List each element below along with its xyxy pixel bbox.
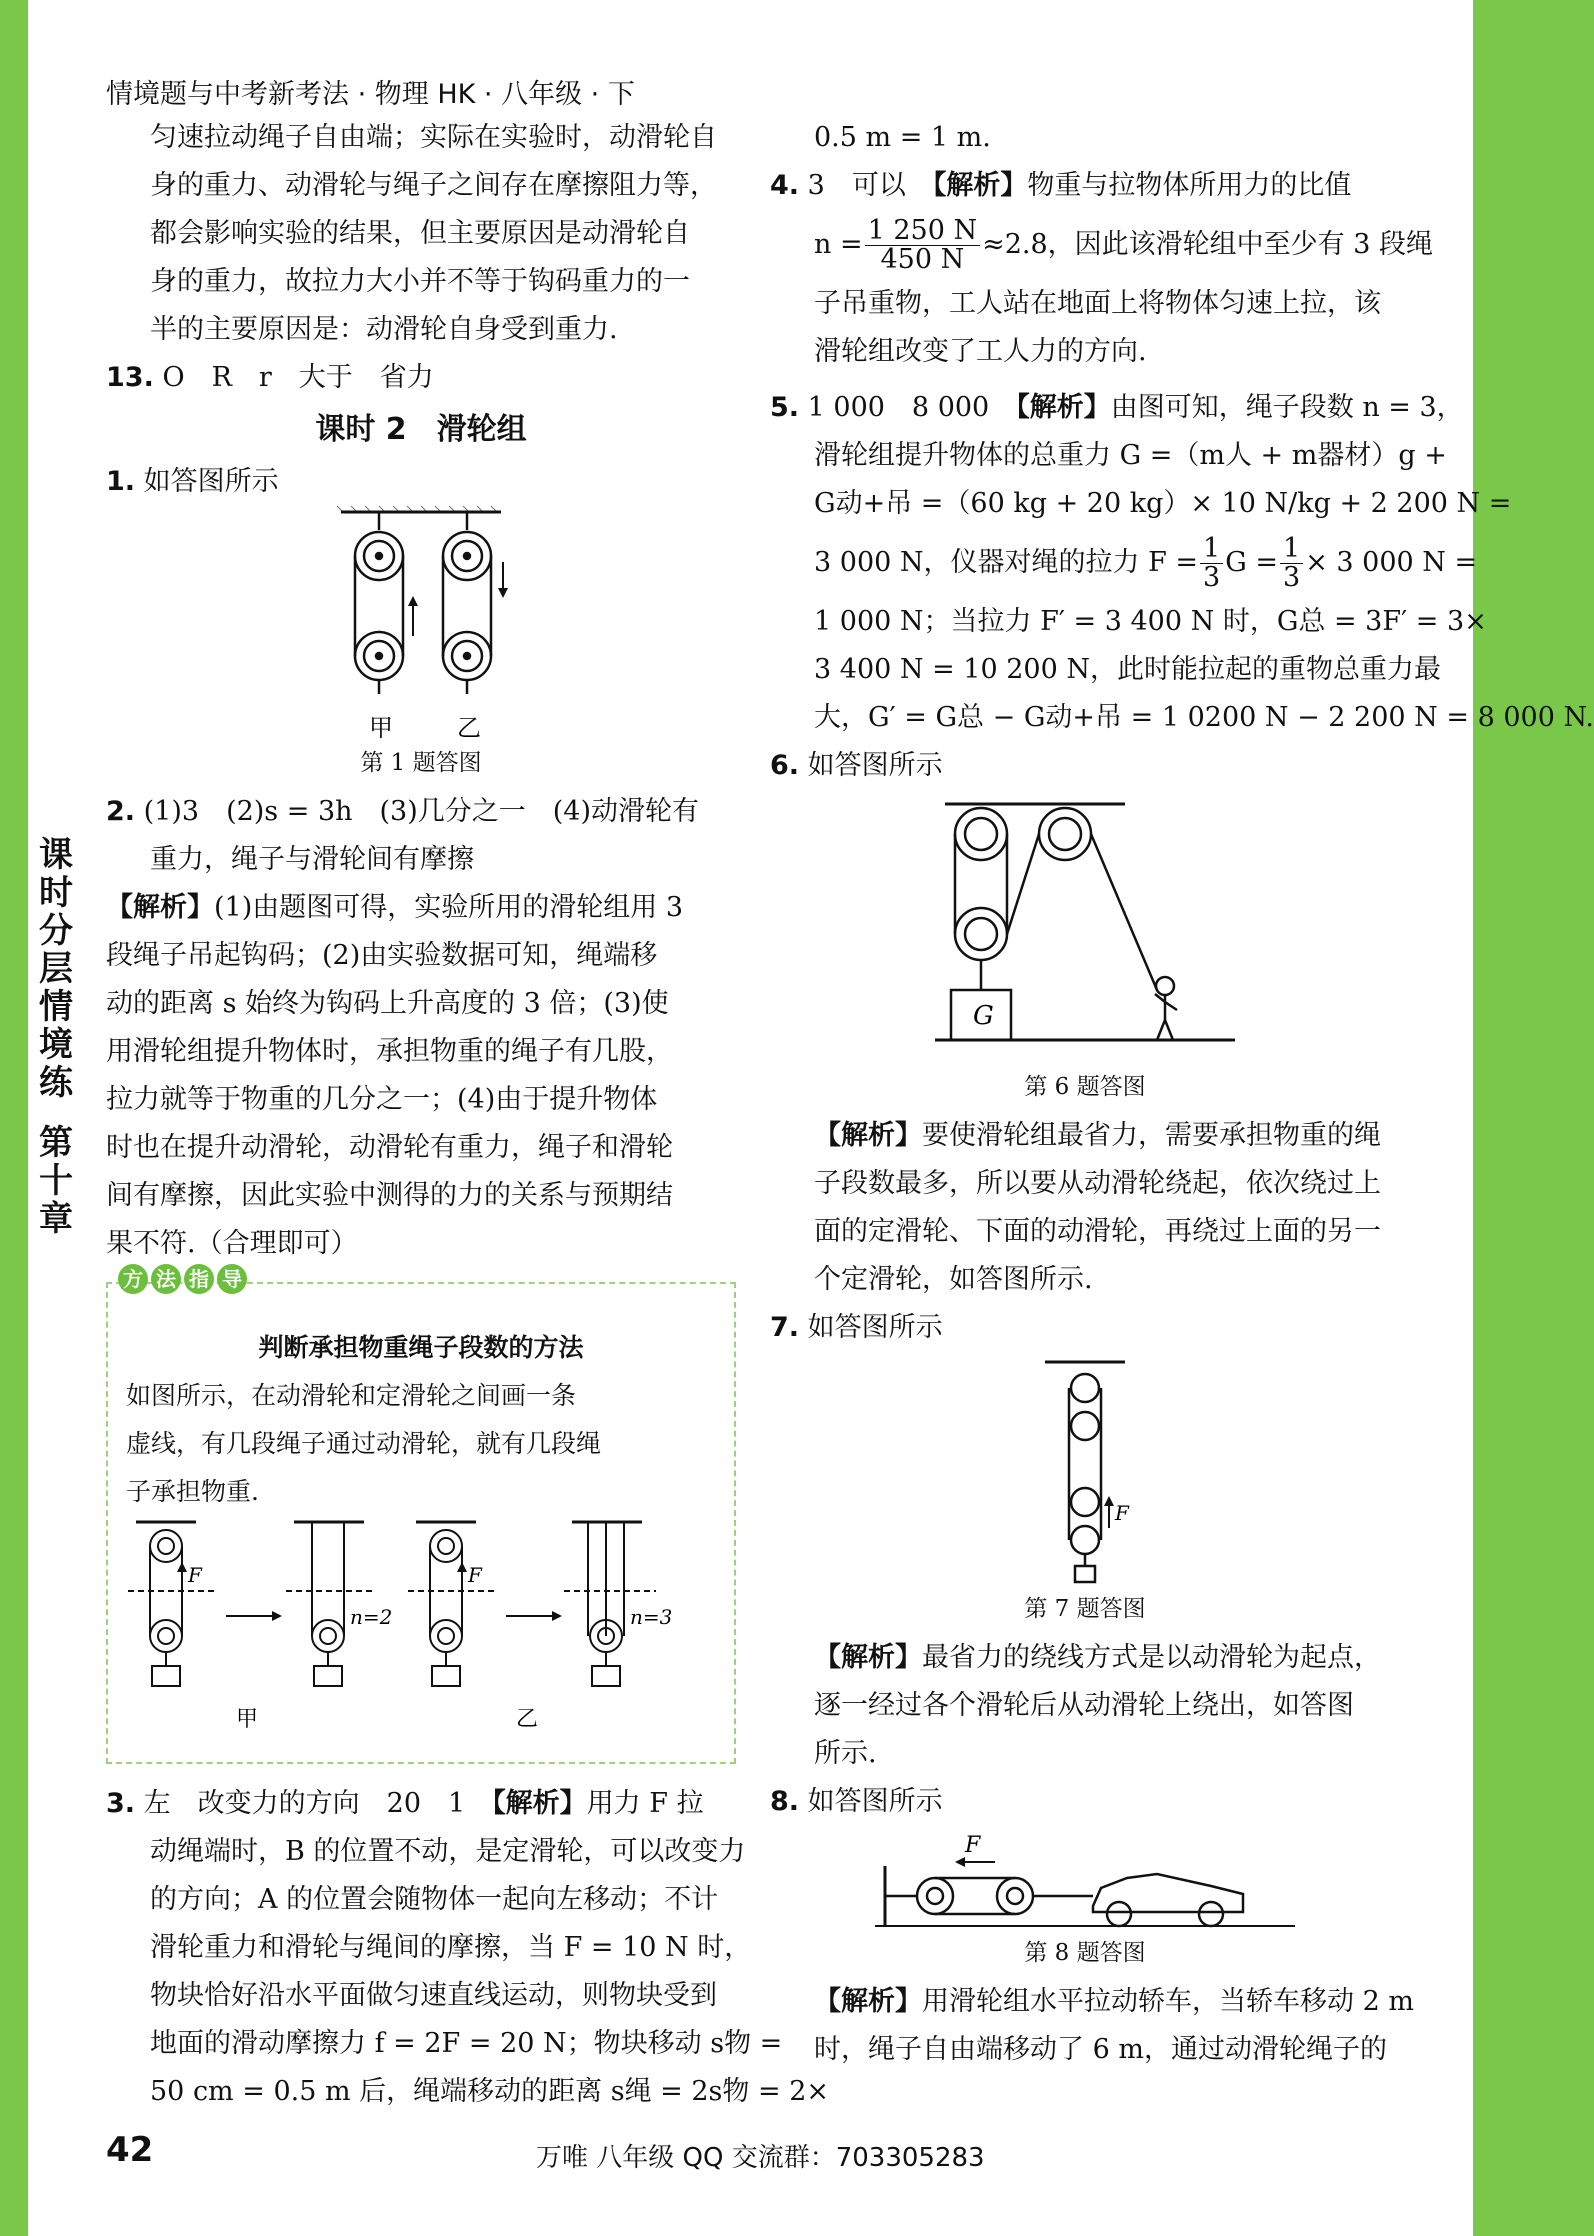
q2-analysis-tag: 【解析】 (106, 892, 214, 923)
side-label-char: 课 (39, 835, 73, 875)
q7-analysis-line: 所示. (814, 1738, 877, 1769)
intro-line: 身的重力、动滑轮与绳子之间存在摩擦阻力等， (150, 170, 717, 201)
page-header: 情境题与中考新考法 · 物理 HK · 八年级 · 下 (106, 79, 635, 110)
q5-analysis-line: 滑轮组提升物体的总重力 G =（m人 + m器材）g + (814, 440, 1447, 471)
method-line: 子承担物重. (126, 1477, 259, 1506)
side-label-char: 第 (39, 1123, 73, 1163)
q5-analysis-line: G动+吊 =（60 kg + 20 kg）× 10 N/kg + 2 200 N = (814, 488, 1512, 519)
q13-answer: O R r 大于 省力 (162, 362, 434, 393)
side-label-char: 时 (39, 873, 73, 913)
q7-answer: 如答图所示 (807, 1312, 943, 1343)
q4-analysis-line: 滑轮组改变了工人力的方向. (814, 336, 1147, 367)
q8-analysis-line: 时，绳子自由端移动了 6 m，通过动滑轮绳子的 (814, 2034, 1387, 2065)
method-force-label: F (188, 1563, 202, 1587)
q2-analysis-line: 间有摩擦，因此实验中测得的力的关系与预期结 (106, 1180, 673, 1211)
q8-force-label: F (965, 1833, 981, 1858)
q5-analysis-tag: 【解析】 (1016, 392, 1111, 423)
q4-analysis-tag: 【解析】 (932, 170, 1028, 201)
q5-analysis-line: 3 000 N，仪器对绳的拉力 F = (814, 547, 1199, 578)
q4-number: 4. (770, 170, 800, 201)
q3-number: 3. (106, 1788, 136, 1819)
badge-char: 导 (217, 1264, 247, 1294)
intro-line: 半的主要原因是：动滑轮自身受到重力. (150, 314, 618, 345)
side-label-char: 十 (39, 1161, 73, 1201)
side-label-char: 层 (39, 949, 73, 989)
q2-analysis-line: 动的距离 s 始终为钩码上升高度的 3 倍；(3)使 (106, 988, 669, 1019)
q3-analysis-tag: 【解析】 (492, 1788, 587, 1819)
q2-analysis-line: 时也在提升动滑轮，动滑轮有重力，绳子和滑轮 (106, 1132, 673, 1163)
q7-number: 7. (770, 1312, 800, 1343)
q8-analysis-line: 用滑轮组水平拉动轿车，当轿车移动 2 m (922, 1986, 1414, 2017)
q5-analysis-part: G = (1225, 547, 1278, 578)
method-title: 判断承担物重绳子段数的方法 (258, 1333, 584, 1362)
badge-char: 方 (118, 1264, 148, 1294)
q4-analysis-line: 子吊重物，工人站在地面上将物体匀速上拉，该 (814, 288, 1381, 319)
side-label-char: 练 (39, 1063, 73, 1103)
q6-caption: 第 6 题答图 (1024, 1074, 1146, 1100)
q6-analysis-line: 面的定滑轮、下面的动滑轮，再绕过上面的另一 (814, 1216, 1381, 1247)
q8-caption: 第 8 题答图 (1024, 1940, 1146, 1966)
method-line: 如图所示，在动滑轮和定滑轮之间画一条 (126, 1381, 577, 1410)
q3-analysis-line: 地面的滑动摩擦力 f = 2F = 20 N；物块移动 s物 = (150, 2028, 783, 2059)
q7-analysis-line: 逐一经过各个滑轮后从动滑轮上绕出，如答图 (814, 1690, 1354, 1721)
q3-analysis-line: 的方向；A 的位置会随物体一起向左移动；不计 (150, 1884, 719, 1915)
intro-line: 身的重力，故拉力大小并不等于钩码重力的一 (150, 266, 690, 297)
method-label-a: 甲 (236, 1707, 259, 1732)
q5-analysis-line: 大，G′ = G总 − G动+吊 = 1 0200 N − 2 200 N = 8 000 N. (814, 702, 1594, 733)
badge-char: 指 (184, 1264, 214, 1294)
q6-analysis-line: 个定滑轮，如答图所示. (814, 1264, 1093, 1295)
q5-fraction-a (1200, 535, 1223, 592)
q1-answer: 如答图所示 (143, 466, 279, 497)
q5-analysis-line: 3 400 N = 10 200 N，此时能拉起的重物总重力最 (814, 654, 1441, 685)
q8-answer: 如答图所示 (807, 1786, 943, 1817)
q4-frac-numerator: 1 250 N (865, 217, 981, 246)
q2-answer-line: (1)3 (2)s = 3h (3)几分之一 (4)动滑轮有 (143, 796, 700, 827)
method-label-b: 乙 (516, 1707, 539, 1732)
q6-analysis-line: 子段数最多，所以要从动滑轮绕起，依次绕过上 (814, 1168, 1381, 1199)
side-label-chapter (36, 1124, 76, 1238)
q5-frac-denominator: 3 (1283, 562, 1301, 593)
q6-answer: 如答图所示 (807, 750, 943, 781)
method-n2-label: n=2 (350, 1605, 393, 1629)
q2-answer-line: 重力，绳子与滑轮间有摩擦 (150, 844, 474, 875)
q3-analysis-start: 用力 F 拉 (586, 1788, 704, 1819)
q6-number: 6. (770, 750, 800, 781)
q5-analysis-start: 由图可知，绳子段数 n = 3， (1110, 392, 1464, 423)
q4-fraction (865, 217, 981, 274)
side-label-char: 分 (39, 911, 73, 951)
intro-line: 都会影响实验的结果，但主要原因是动滑轮自 (150, 218, 690, 249)
q5-fraction-b (1280, 535, 1303, 592)
q3-analysis-line: 动绳端时，B 的位置不动，是定滑轮，可以改变力 (150, 1836, 746, 1867)
q5-number: 5. (770, 392, 800, 423)
q4-analysis-start: 物重与拉物体所用力的比值 (1027, 170, 1352, 201)
q2-analysis-line: 段绳子吊起钩码；(2)由实验数据可知，绳端移 (106, 940, 658, 971)
q4-n: n = (814, 229, 863, 260)
side-label-char: 境 (39, 1025, 73, 1065)
q2-analysis-line: (1)由题图可得，实验所用的滑轮组用 3 (214, 892, 684, 923)
right-column (770, 114, 1594, 2074)
pulley-figure-8 (865, 1826, 1305, 1936)
badge-char: 法 (151, 1264, 181, 1294)
left-column (106, 114, 830, 2116)
fig1-label-a: 甲 (369, 714, 393, 742)
side-label-lesson (36, 836, 76, 1102)
method-figure (126, 1516, 676, 1736)
q7-caption: 第 7 题答图 (1024, 1596, 1146, 1622)
q3-answer: 左 改变力的方向 20 1 (143, 1788, 493, 1819)
page-number: 42 (106, 2130, 154, 2170)
q3-analysis-line: 滑轮重力和滑轮与绳间的摩擦，当 F = 10 N 时， (150, 1932, 752, 1963)
method-badge (118, 1264, 247, 1294)
q1-number: 1. (106, 466, 136, 497)
side-bar (0, 0, 28, 2236)
footer-brand: 万唯 八年级 QQ 交流群：703305283 (536, 2143, 985, 2173)
method-n3-label: n=3 (630, 1605, 673, 1629)
q5-frac-numerator: 1 (1280, 535, 1303, 564)
pulley-figure-6 (925, 790, 1245, 1070)
q2-number: 2. (106, 796, 136, 827)
q8-analysis-tag: 【解析】 (814, 1986, 922, 2017)
q3-continuation: 0.5 m = 1 m. (814, 122, 991, 153)
q4-answer: 3 可以 (807, 170, 933, 201)
pulley-figure-1 (321, 506, 521, 746)
q7-analysis-line: 最省力的绕线方式是以动滑轮为起点， (922, 1642, 1381, 1673)
pulley-figure-7 (1005, 1352, 1165, 1592)
fig1-caption: 第 1 题答图 (360, 750, 482, 776)
q6-analysis-line: 要使滑轮组最省力，需要承担物重的绳 (922, 1120, 1381, 1151)
fig1-label-b: 乙 (457, 714, 481, 742)
q6-analysis-tag: 【解析】 (814, 1120, 922, 1151)
method-force-label: F (468, 1563, 482, 1587)
q4-frac-denominator: 450 N (880, 244, 965, 275)
q5-analysis-part: × 3 000 N = (1305, 547, 1478, 578)
q2-analysis-line: 拉力就等于物重的几分之一；(4)由于提升物体 (106, 1084, 658, 1115)
q2-analysis-line: 用滑轮组提升物体时，承担物重的绳子有几股， (106, 1036, 673, 1067)
lesson-title: 课时 2 滑轮组 (315, 412, 527, 447)
method-line: 虚线，有几段绳子通过动滑轮，就有几段绳 (126, 1429, 602, 1458)
q8-number: 8. (770, 1786, 800, 1817)
q6-weight-label: G (973, 1001, 994, 1031)
q5-answer: 1 000 8 000 (807, 392, 1017, 423)
q3-analysis-line: 物块恰好沿水平面做匀速直线运动，则物块受到 (150, 1980, 717, 2011)
method-guide-box (106, 1267, 736, 1764)
q13-number: 13. (106, 362, 154, 393)
q5-frac-numerator: 1 (1200, 535, 1223, 564)
q4-n-post: ≈2.8，因此该滑轮组中至少有 3 段绳 (982, 229, 1434, 260)
q7-analysis-tag: 【解析】 (814, 1642, 922, 1673)
q5-analysis-line: 1 000 N；当拉力 F′ = 3 400 N 时，G总 = 3F′ = 3× (814, 606, 1487, 637)
side-label-char: 情 (39, 987, 73, 1027)
side-label-char: 章 (39, 1199, 73, 1239)
intro-line: 匀速拉动绳子自由端；实际在实验时，动滑轮自 (150, 122, 717, 153)
q5-frac-denominator: 3 (1203, 562, 1221, 593)
q2-analysis-line: 果不符.（合理即可） (106, 1228, 358, 1259)
q3-analysis-line: 50 cm = 0.5 m 后，绳端移动的距离 s绳 = 2s物 = 2× (150, 2076, 830, 2107)
q7-force-label: F (1115, 1501, 1129, 1525)
